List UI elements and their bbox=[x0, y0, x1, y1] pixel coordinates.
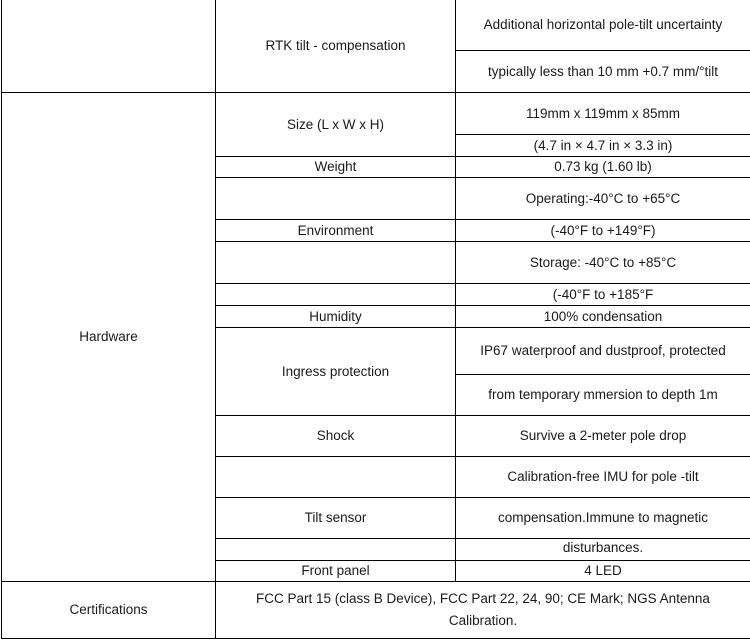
front-panel-value: 4 LED bbox=[456, 561, 750, 582]
tilt-sensor-label: Tilt sensor bbox=[216, 498, 456, 539]
ingress-value-line1: IP67 waterproof and dustproof, protected bbox=[456, 328, 750, 375]
table-row bbox=[2, 582, 750, 639]
tilt-value-line2: compensation.Immune to magnetic bbox=[456, 498, 750, 539]
environment-label: Environment bbox=[216, 220, 456, 242]
size-label: Size (L x W x H) bbox=[216, 93, 456, 157]
certifications-value: FCC Part 15 (class B Device), FCC Part 22, 24, 90; CE Mark; NGS Antenna Calibration. bbox=[216, 582, 750, 639]
environment-blank-1 bbox=[216, 178, 456, 220]
env-operating: Operating:-40°C to +65°C bbox=[456, 178, 750, 220]
rtk-tilt-label: RTK tilt - compensation bbox=[216, 0, 456, 93]
size-value-mm: 119mm x 119mm x 85mm bbox=[456, 93, 750, 135]
ingress-value-line2: from temporary mmersion to depth 1m bbox=[456, 375, 750, 416]
section-cell-blank bbox=[2, 0, 216, 93]
ingress-label: Ingress protection bbox=[216, 328, 456, 416]
tilt-blank-2 bbox=[216, 539, 456, 561]
certifications-label: Certifications bbox=[2, 582, 216, 639]
tilt-value-line3: disturbances. bbox=[456, 539, 750, 561]
table-row bbox=[2, 0, 750, 51]
humidity-label: Humidity bbox=[216, 306, 456, 328]
env-storage: Storage: -40°C to +85°C bbox=[456, 242, 750, 284]
rtk-tilt-value-line2: typically less than 10 mm +0.7 mm/°tilt bbox=[456, 51, 750, 93]
hardware-group-label: Hardware bbox=[2, 93, 216, 582]
size-value-in: (4.7 in × 4.7 in × 3.3 in) bbox=[456, 135, 750, 157]
tilt-blank-1 bbox=[216, 457, 456, 498]
env-storage-f: (-40°F to +185°F bbox=[456, 284, 750, 306]
specifications-table bbox=[1, 0, 750, 639]
tilt-value-line1: Calibration-free IMU for pole -tilt bbox=[456, 457, 750, 498]
table-row bbox=[2, 93, 750, 135]
environment-blank-3 bbox=[216, 284, 456, 306]
environment-blank-2 bbox=[216, 242, 456, 284]
weight-value: 0.73 kg (1.60 lb) bbox=[456, 157, 750, 178]
env-operating-f: (-40°F to +149°F) bbox=[456, 220, 750, 242]
shock-value: Survive a 2-meter pole drop bbox=[456, 416, 750, 457]
humidity-value: 100% condensation bbox=[456, 306, 750, 328]
rtk-tilt-value-line1: Additional horizontal pole-tilt uncertainty bbox=[456, 0, 750, 51]
front-panel-label: Front panel bbox=[216, 561, 456, 582]
shock-label: Shock bbox=[216, 416, 456, 457]
weight-label: Weight bbox=[216, 157, 456, 178]
